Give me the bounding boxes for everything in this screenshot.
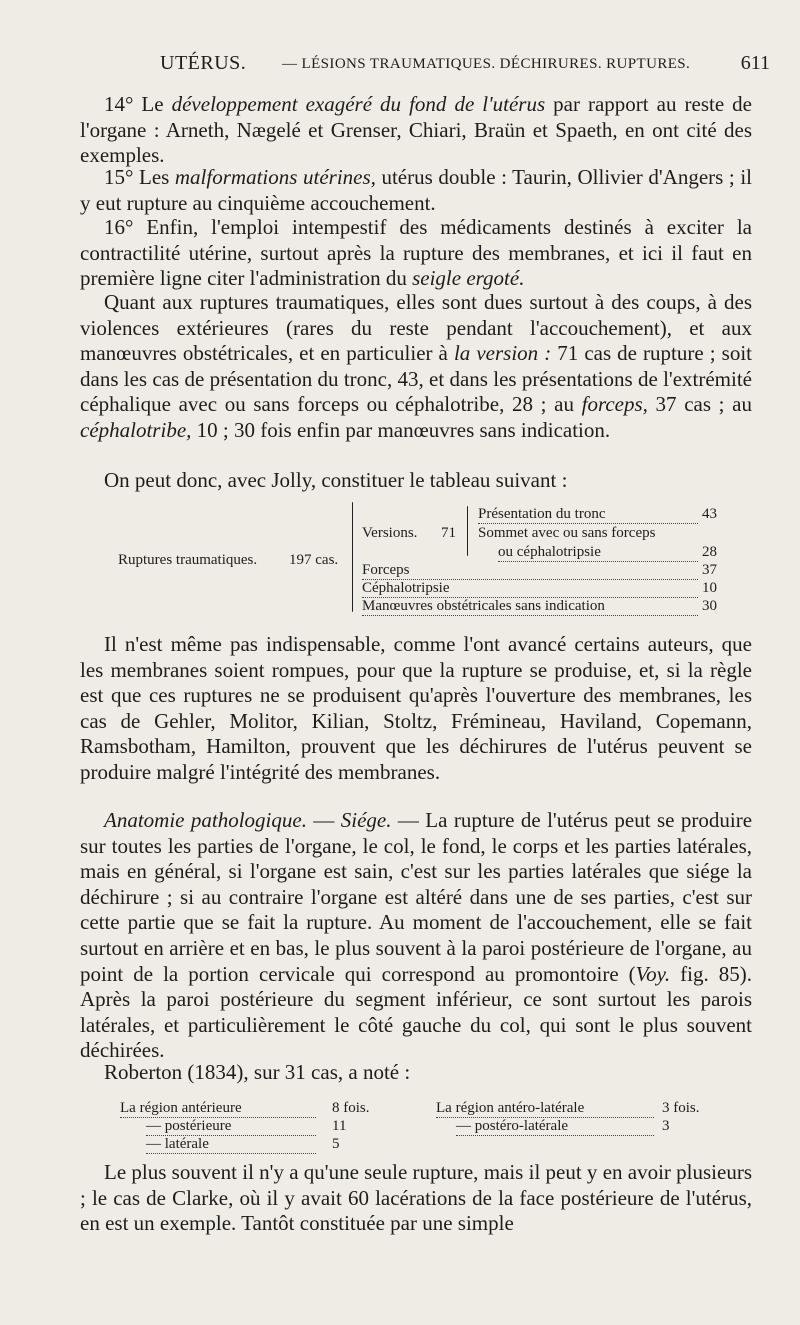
table-row	[362, 580, 698, 598]
header-title: UTÉRUS.	[160, 52, 247, 74]
item-number: 15°	[104, 165, 134, 189]
running-header	[80, 48, 770, 82]
italic-run: Voy.	[635, 961, 671, 986]
text-run: utérus double : Taurin, Ollivier d'Angers ; il y eut rupture au cinquième accouchement.	[80, 165, 752, 215]
italic-run: la version :	[453, 341, 552, 366]
table-versions-label: Versions.	[362, 525, 418, 541]
table-row-value: 30	[702, 598, 717, 614]
item-number: 16°	[104, 215, 134, 239]
table-row-value: 10	[702, 580, 717, 596]
paragraph-15	[80, 165, 752, 216]
table-versions-value: 71	[441, 525, 456, 541]
table-row	[362, 562, 698, 580]
item-number: 14°	[104, 92, 134, 116]
italic-run: Siége.	[340, 808, 392, 832]
stats-value: 3 fois.	[662, 1100, 700, 1116]
table-row-label: Présentation du tronc	[478, 506, 698, 524]
italic-run: développement exagéré du fond de l'utérus	[171, 92, 546, 116]
paragraph-ruptures-traumatiques	[80, 290, 752, 444]
table-versions-brace	[467, 506, 468, 556]
paragraph-14	[80, 92, 752, 169]
table-row	[478, 506, 698, 524]
table-row	[362, 598, 698, 616]
stats-label: — postéro-latérale	[456, 1118, 654, 1136]
italic-run: Anatomie pathologique.	[104, 808, 307, 832]
page-number: 611	[740, 52, 770, 74]
text-run: Le	[133, 92, 172, 116]
stats-row	[146, 1136, 316, 1154]
italic-run: malformations utérines,	[174, 165, 376, 189]
stats-label: La région antérieure	[120, 1100, 316, 1118]
stats-value: 11	[332, 1118, 347, 1134]
table-row-value: 37	[702, 562, 717, 578]
stats-row	[146, 1118, 316, 1136]
table-row-value: 43	[702, 506, 717, 522]
stats-row	[456, 1118, 654, 1136]
paragraph-16	[80, 215, 752, 292]
paragraph-tableau-intro: On peut donc, avec Jolly, constituer le tableau suivant :	[104, 468, 568, 492]
stats-value: 3	[662, 1118, 670, 1134]
italic-run: seigle ergoté.	[412, 266, 525, 291]
stats-row	[120, 1100, 316, 1118]
paragraph-anatomie	[80, 808, 752, 1064]
header-subtitle: — LÉSIONS TRAUMATIQUES. DÉCHIRURES. RUPTURES.	[282, 56, 691, 72]
table-row-label: Forceps	[362, 562, 698, 580]
italic-run: forceps,	[581, 392, 648, 417]
paragraph-roberton: Roberton (1834), sur 31 cas, a noté :	[104, 1060, 411, 1084]
table-row-value: 28	[702, 544, 717, 560]
text-run: 10 ; 30 fois enfin par manœuvres sans indication.	[191, 417, 611, 442]
text-run: 71 cas de rupture ; soit dans les cas de présentation du tronc, 43, et dans les présentations de l'extrémité céphalique avec ou sans forceps ou céphalotribe, 28 ; au	[80, 341, 752, 417]
table-root-label: Ruptures traumatiques.	[118, 552, 258, 568]
table-row: Sommet avec ou sans forceps	[478, 525, 656, 541]
paragraph-membranes: Il n'est même pas indispensable, comme l'ont avancé certains auteurs, que les membranes soient rompues, pour que la rupture se produise, et, si la règle est que ces ruptures ne se produisent qu'après l'ouverture des membranes, les cas de Gehler, Molitor, Kilian, Stoltz, Frémineau, Haviland, Copemann, Ramsbotham, Hamilton, prouvent que les déchirures de l'utérus peuvent se produire malgré l'intégrité des membranes.	[80, 632, 752, 784]
text-run: — La rupture de l'utérus peut se produire sur toutes les parties de l'organe, le col, le fond, le corps et les parties latérales, mais en général, si l'organe est sain, c'est sur les parties latérales que siége la déchirure ; si au contraire l'organe est altéré dans une de ses parties, c'est sur cette partie que se fait la rupture. Au moment de l'accouchement, elle se fait surtout en arrière et en bas, le plus souvent à la paroi postérieure de l'organe, au point de la portion cervicale qui correspond au promontoire (	[80, 808, 753, 986]
paragraph-plusieurs-ruptures: Le plus souvent il n'y a qu'une seule rupture, mais il peut y en avoir plusieurs ; le cas de Clarke, où il y avait 60 lacérations de la face postérieure de l'utérus, en est un exemple. Tantôt constituée par une simple	[80, 1160, 752, 1236]
text-run: Quant aux ruptures traumatiques, elles sont dues surtout à des coups, à des violences extérieures (rares du reste pendant l'accouchement), et aux manœuvres obstétricales, et en particulier à	[80, 290, 752, 366]
text-run: Les	[133, 165, 175, 189]
table-row-label: Manœuvres obstétricales sans indication	[362, 598, 698, 616]
stats-row	[436, 1100, 654, 1118]
text-run: par rapport au reste de l'organe : Arneth, Nægelé et Grenser, Chiari, Braün et Spaeth, en ont cité des exemples.	[80, 92, 752, 168]
stats-value: 5	[332, 1136, 340, 1152]
stats-label: — postérieure	[146, 1118, 316, 1136]
text-run: 37 cas ; au	[647, 392, 752, 417]
table-row-label: ou céphalotripsie	[498, 544, 698, 562]
text-run: fig. 85). Après la paroi postérieure du segment inférieur, ce sont surtout les parois latérales, et particulièrement le côté gauche du col, qui sont le plus souvent déchirées.	[80, 961, 752, 1063]
table-root-value: 197 cas.	[289, 552, 339, 568]
table-row	[498, 544, 698, 562]
text-run: —	[306, 808, 341, 832]
italic-run: céphalotribe,	[80, 417, 192, 442]
table-row-label: Céphalotripsie	[362, 580, 698, 598]
text-run: Enfin, l'emploi intempestif des médicaments destinés à exciter la contractilité utérine, surtout après la rupture des membranes, et ici il faut en première ligne citer l'administration du	[80, 215, 752, 291]
stats-label: La région antéro-latérale	[436, 1100, 654, 1118]
table-main-brace	[352, 502, 353, 612]
stats-value: 8 fois.	[332, 1100, 370, 1116]
stats-label: — latérale	[146, 1136, 316, 1154]
